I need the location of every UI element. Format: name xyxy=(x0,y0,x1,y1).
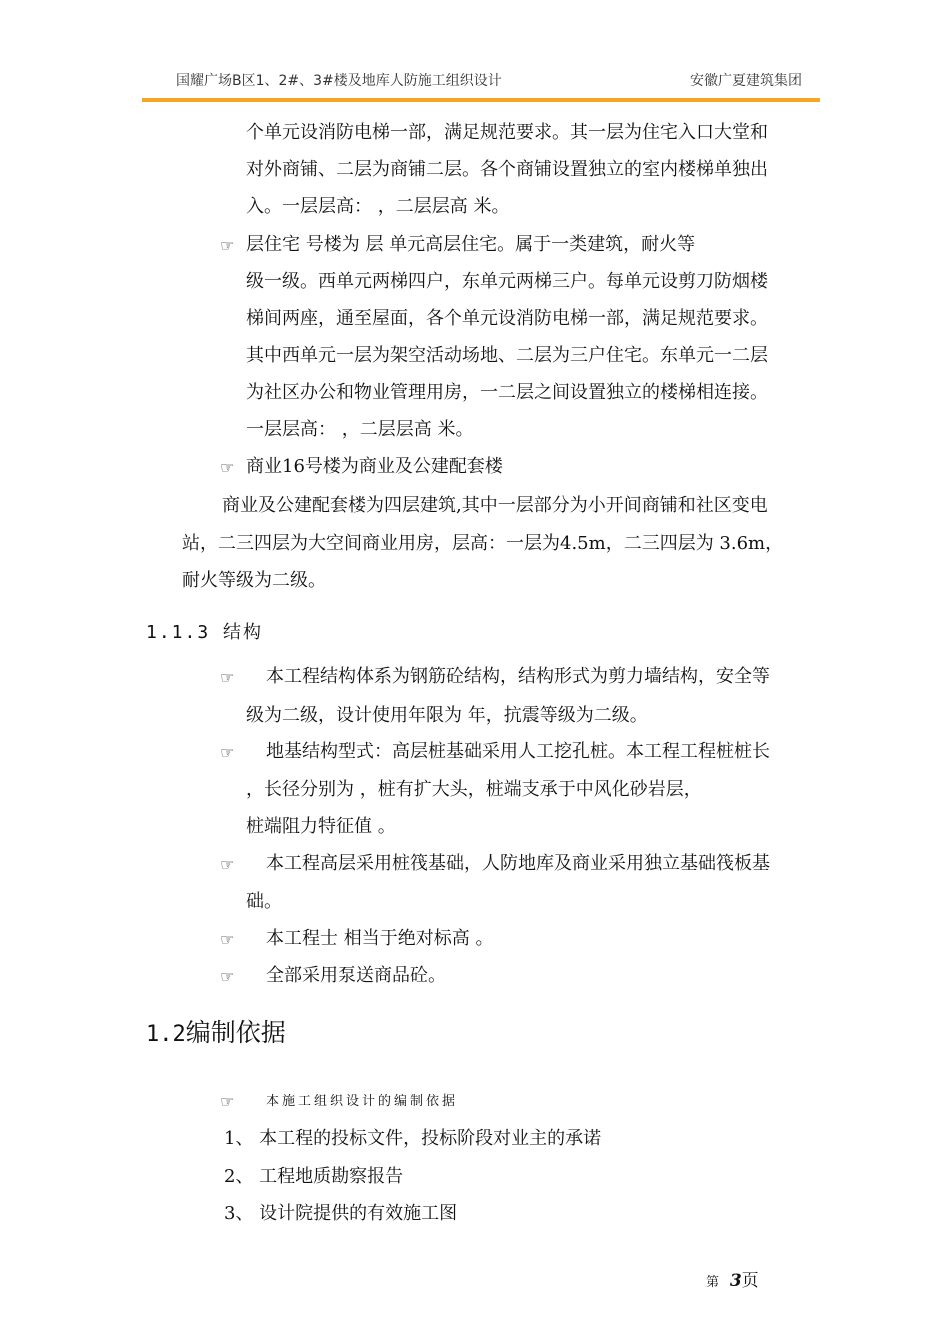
body-line: 全部采用泵送商品砼。 xyxy=(266,965,446,986)
body-line: 对外商铺、二层为商铺二层。各个商铺设置独立的室内楼梯单独出 xyxy=(246,159,768,180)
header-divider xyxy=(142,98,820,102)
body-line: 桩端阻力特征值 。 xyxy=(246,816,396,837)
pointing-hand-icon: ☞ xyxy=(220,236,235,255)
pointing-hand-icon: ☞ xyxy=(220,1092,235,1111)
pointing-hand-icon: ☞ xyxy=(220,668,235,687)
body-line: 一层层高： ，二层层高 米。 xyxy=(246,419,474,440)
body-line: ，长径分别为 ，桩有扩大头，桩端支承于中风化砂岩层， xyxy=(246,779,702,800)
body-line xyxy=(246,233,695,258)
pointing-hand-icon: ☞ xyxy=(220,930,235,949)
section-heading xyxy=(146,1016,286,1052)
header-company-name: 安徽广夏建筑集团 xyxy=(690,73,802,89)
body-line: 级为二级，设计使用年限为 年，抗震等级为二级。 xyxy=(246,705,648,726)
list-item: 1、 本工程的投标文件，投标阶段对业主的承诺 xyxy=(224,1128,602,1149)
body-line: 本工程士 相当于绝对标高 。 xyxy=(266,928,494,949)
section-heading xyxy=(146,618,263,644)
pointing-hand-icon: ☞ xyxy=(220,967,235,986)
body-line: 本施工组织设计的编制依据 xyxy=(266,1094,459,1109)
body-line: 入。一层层高： ，二层层高 米。 xyxy=(246,196,510,217)
section-number: 1.2 xyxy=(146,1022,186,1047)
body-line: 础。 xyxy=(246,891,282,912)
body-line-text: 层住宅 号楼为 层 单元高层住宅。属于一类建筑，耐火等 xyxy=(246,234,696,255)
section-number: 1.1.3 xyxy=(146,622,211,643)
body-line: 为社区办公和物业管理用房，一二层之间设置独立的楼梯相连接。 xyxy=(246,382,768,403)
pointing-hand-icon: ☞ xyxy=(220,743,235,762)
body-line: 耐火等级为二级。 xyxy=(182,570,326,591)
body-line: 本工程高层采用桩筏基础，人防地库及商业采用独立基础筏板基 xyxy=(266,853,770,874)
body-line: 站，二三四层为大空间商业用房，层高：一层为4.5m，二三四层为 3.6m， xyxy=(182,533,784,554)
body-line: 商业及公建配套楼为四层建筑,其中一层部分为小开间商铺和社区变电 xyxy=(222,495,768,516)
page-prefix: 第 xyxy=(706,1275,720,1290)
body-line: 本工程结构体系为钢筋砼结构，结构形式为剪力墙结构，安全等 xyxy=(266,666,770,687)
list-item: 2、 工程地质勘察报告 xyxy=(224,1166,404,1187)
page-number xyxy=(706,1266,759,1291)
body-line: 个单元设消防电梯一部，满足规范要求。其一层为住宅入口大堂和 xyxy=(246,122,768,143)
section-title: 结构 xyxy=(210,622,264,643)
body-line: 梯间两座，通至屋面，各个单元设消防电梯一部，满足规范要求。 xyxy=(246,308,768,329)
section-title: 编制依据 xyxy=(185,1018,286,1047)
body-line: 其中西单元一层为架空活动场地、二层为三户住宅。东单元一二层 xyxy=(246,345,768,366)
pointing-hand-icon: ☞ xyxy=(220,458,235,477)
header-project-title: 国耀广场B区1、2#、3#楼及地库人防施工组织设计 xyxy=(176,73,502,89)
list-item: 3、 设计院提供的有效施工图 xyxy=(224,1203,458,1224)
body-line: 级一级。西单元两梯四户，东单元两梯三户。每单元设剪刀防烟楼 xyxy=(246,271,768,292)
page-suffix: 页 xyxy=(741,1271,759,1291)
body-line: 地基结构型式：高层桩基础采用人工挖孔桩。本工程工程桩桩长 xyxy=(266,741,770,762)
page-number-value: 3 xyxy=(729,1271,742,1291)
body-line: 商业16号楼为商业及公建配套楼 xyxy=(246,456,503,477)
pointing-hand-icon: ☞ xyxy=(220,855,235,874)
